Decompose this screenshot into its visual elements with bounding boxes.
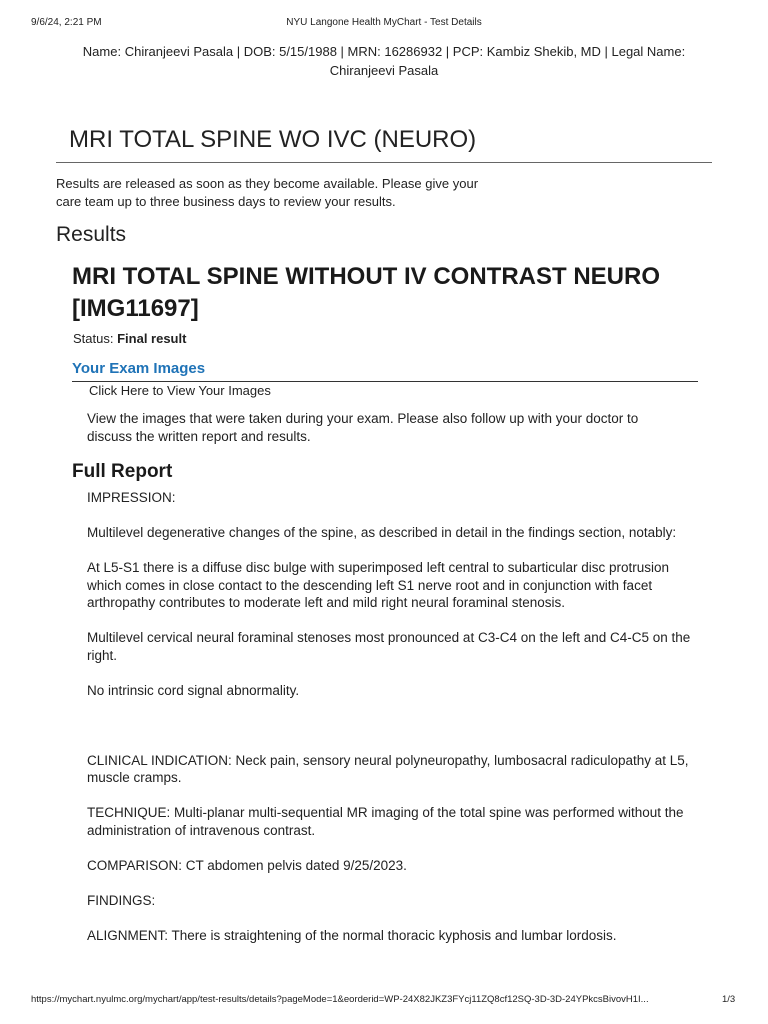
- full-report-heading: Full Report: [72, 461, 173, 482]
- release-note: Results are released as soon as they become available. Please give your care team up to three business days to review your results.: [56, 176, 479, 209]
- print-datetime: 9/6/24, 2:21 PM: [31, 17, 102, 28]
- page-title: MRI TOTAL SPINE WO IVC (NEURO): [69, 126, 477, 153]
- exam-images-note: View the images that were taken during your exam. Please also follow up with your doctor to discuss the written report and results.: [87, 411, 639, 444]
- report-text: IMPRESSION: Multilevel degenerative changes of the spine, as described in detail in the findings section, notably: At L5-S1 there is a diffuse disc bulge with superimposed left central to subarticular disc protrusion which comes in close contact to the descending left S1 nerve root and in conjunction with facet arthropathy contributes to moderate left and mild right neural foraminal stenosis. Multilevel cervical neural foraminal stenoses most pronounced at C3-C4 on the left and C4-C5 on the right. No intrinsic cord signal abnormality. CLINICAL INDICATION: Neck pain, sensory neural polyneuropathy, lumbosacral radiculopathy at L5, muscle cramps. TECHNIQUE: Multi-planar multi-sequential MR imaging of the total spine was performed without the administration of intravenous contrast. COMPARISON: CT abdomen pelvis dated 9/25/2023. FINDINGS: ALIGNMENT: There is straightening of the normal thoracic kyphosis and lumbar lordosis.: [87, 490, 691, 943]
- patient-banner: Name: Chiranjeevi Pasala | DOB: 5/15/1988 | MRN: 16286932 | PCP: Kambiz Shekib, MD | Legal Name: Chiranjeevi Pasala: [82, 44, 686, 78]
- test-title: MRI TOTAL SPINE WITHOUT IV CONTRAST NEURO [IMG11697]: [72, 263, 660, 322]
- page-number: 1/3: [722, 994, 736, 1005]
- view-images-link[interactable]: Click Here to View Your Images: [89, 383, 271, 398]
- results-heading: Results: [56, 223, 127, 246]
- full-report-body: [87, 489, 702, 944]
- exam-images-heading[interactable]: Your Exam Images: [72, 360, 206, 377]
- status-value: Final result: [117, 331, 187, 346]
- print-page-title: NYU Langone Health MyChart - Test Details: [286, 17, 482, 28]
- result-status: [73, 331, 186, 346]
- page-heading: [56, 126, 712, 163]
- page-url: https://mychart.nyulmc.org/mychart/app/test-results/details?pageMode=1&eorderid=WP-24X82JKZ3FYcj11ZQ8cf12SQ-3D-3D-24YPkcsBivovH1I...: [31, 994, 649, 1005]
- exam-images-section: [72, 360, 698, 382]
- status-label: Status:: [73, 331, 114, 346]
